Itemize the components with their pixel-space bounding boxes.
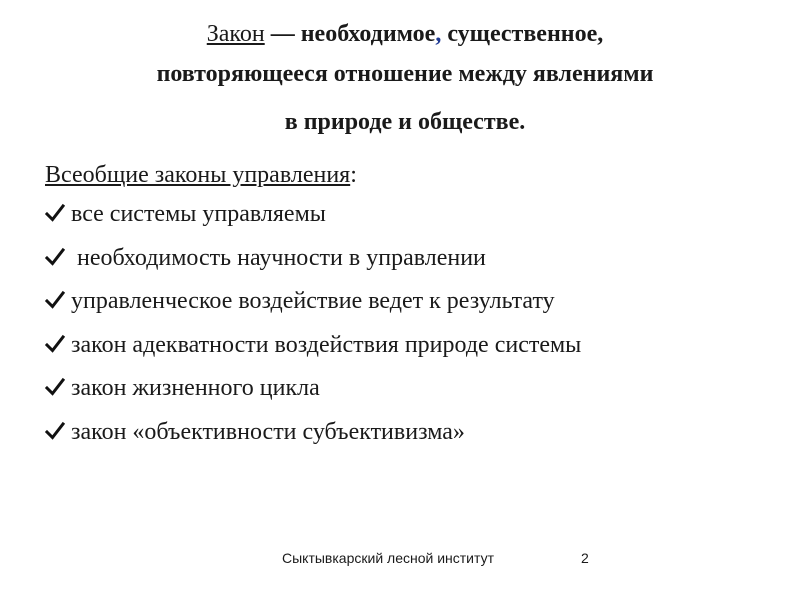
list-item: [45, 367, 785, 411]
list-item: [45, 411, 785, 455]
checkmark-icon: [45, 421, 65, 441]
list-item-text: необходимость научности в управлении: [71, 244, 486, 271]
list-item-text: закон жизненного цикла: [71, 375, 320, 401]
definition-part2: существенное,: [441, 21, 604, 47]
footer-institute: Сыктывкарский лесной институт: [282, 550, 494, 566]
list-item: [45, 280, 785, 324]
page-number: 2: [581, 550, 589, 566]
section-title-colon: :: [350, 162, 357, 188]
checkmark-icon: [45, 290, 65, 310]
list-item-text: все системы управляемы: [71, 201, 326, 227]
list-item: [45, 193, 785, 237]
checkmark-icon: [45, 203, 65, 223]
definition-line3: в природе и обществе.: [284, 109, 526, 135]
checkmark-icon: [45, 247, 65, 267]
definition-comma: ,: [435, 21, 442, 47]
section-title-text: Всеобщие законы управления: [45, 162, 351, 188]
list-item-text: управленческое воздействие ведет к результату: [71, 288, 555, 314]
definition-block: [60, 14, 750, 142]
definition-part1: — необходимое: [264, 21, 436, 47]
laws-section: [45, 157, 785, 454]
list-item: [45, 324, 785, 368]
list-item-text: закон «объективности субъективизма»: [71, 418, 465, 445]
checkmark-icon: [45, 334, 65, 354]
list-item-text: закон адекватности воздействия природе системы: [71, 331, 582, 358]
checkmark-icon: [45, 377, 65, 397]
slide-footer: [0, 550, 800, 574]
laws-list: [45, 193, 785, 454]
definition-term: Закон: [206, 21, 265, 47]
list-item: [45, 237, 785, 281]
definition-line2: повторяющееся отношение между явлениями: [156, 61, 654, 87]
section-title: [45, 157, 785, 193]
